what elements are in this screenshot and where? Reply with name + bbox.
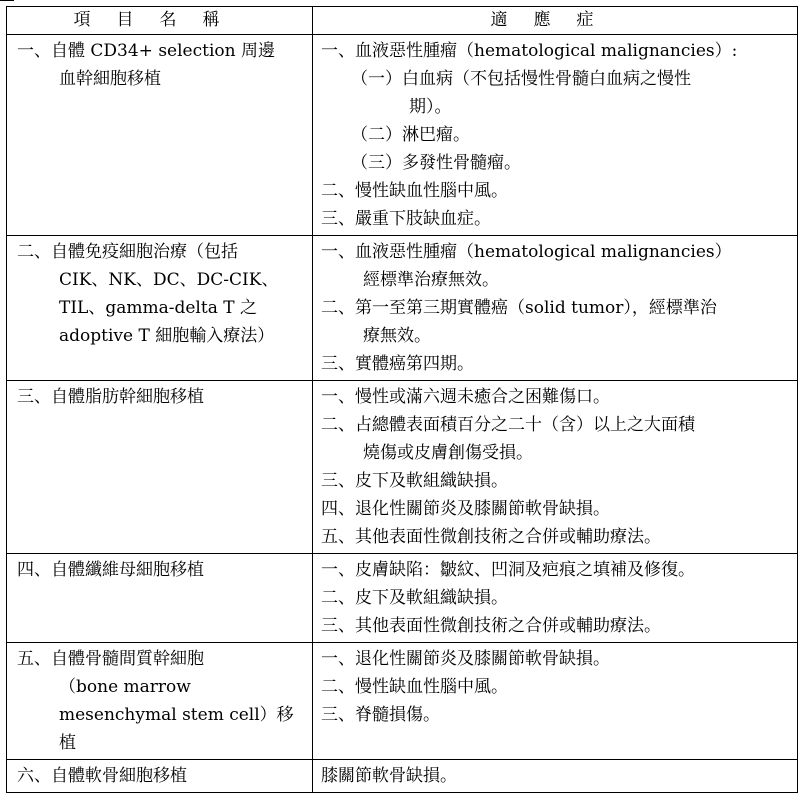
indication-line: 三、其他表面性微創技術之合併或輔助療法。 (321, 616, 661, 636)
item-name-line: TIL、gamma-delta T 之 (59, 298, 257, 318)
table-header-row (7, 7, 798, 35)
indication-line: （三）多發性骨髓瘤。 (351, 153, 521, 173)
indication-line: 三、皮下及軟組織缺損。 (321, 471, 508, 491)
indication-line: 二、慢性缺血性腦中風。 (321, 677, 508, 697)
indication-line: 期）。 (409, 97, 452, 117)
indications-cell (313, 643, 798, 760)
item-name-line: mesenchymal stem cell）移 (59, 705, 294, 725)
indication-line: 三、實體癌第四期。 (321, 354, 474, 374)
indication-line: 一、血液惡性腫瘤（hematological malignancies） (321, 242, 732, 262)
table-row (7, 381, 798, 554)
item-name-cell (7, 643, 313, 760)
item-name-cell (7, 35, 313, 236)
column-header-indications: 適應症 (313, 7, 798, 35)
indication-line: 膝關節軟骨缺損。 (321, 766, 457, 786)
indication-line: 二、皮下及軟組織缺損。 (321, 588, 508, 608)
item-name-line: CIK、NK、DC、DC-CIK、 (59, 270, 279, 290)
item-name-line: 一、自體 CD34+ selection 周邊 (17, 41, 275, 61)
indications-cell (313, 236, 798, 381)
indication-line: （一）白血病（不包括慢性骨髓白血病之慢性 (351, 69, 691, 89)
indications-cell (313, 554, 798, 643)
indication-line: 五、其他表面性微創技術之合併或輔助療法。 (321, 527, 661, 547)
item-name-line: （bone marrow (59, 677, 191, 697)
table-row (7, 236, 798, 381)
indications-cell (313, 381, 798, 554)
table-row (7, 643, 798, 760)
indication-line: 二、慢性缺血性腦中風。 (321, 181, 508, 201)
page-corner-mark (0, 0, 14, 5)
item-name-line: 五、自體骨髓間質幹細胞 (17, 649, 204, 669)
item-name-cell (7, 381, 313, 554)
indication-line: 經標準治療無效。 (363, 270, 499, 290)
item-name-cell (7, 760, 313, 793)
table-row (7, 760, 798, 793)
indication-line: 燒傷或皮膚創傷受損。 (363, 443, 533, 463)
treatment-indication-table (6, 6, 798, 793)
item-name-line: 植 (59, 733, 76, 753)
item-name-line: adoptive T 細胞輸入療法） (59, 326, 275, 346)
item-name-cell (7, 554, 313, 643)
indication-line: 一、皮膚缺陷：皺紋、凹洞及疤痕之填補及修復。 (321, 560, 695, 580)
indication-line: 二、第一至第三期實體癌（solid tumor），經標準治 (321, 298, 717, 318)
item-name-cell (7, 236, 313, 381)
item-name-line: 三、自體脂肪幹細胞移植 (17, 387, 204, 407)
indication-line: 療無效。 (363, 326, 431, 346)
column-header-item-name: 項目名稱 (7, 7, 313, 35)
indication-line: 一、退化性關節炎及膝關節軟骨缺損。 (321, 649, 610, 669)
indications-cell (313, 760, 798, 793)
indications-cell (313, 35, 798, 236)
item-name-line: 二、自體免疫細胞治療（包括 (17, 242, 238, 262)
item-name-line: 血幹細胞移植 (59, 69, 161, 89)
indication-line: 一、血液惡性腫瘤（hematological malignancies）: (321, 41, 738, 61)
indication-line: 三、脊髓損傷。 (321, 705, 440, 725)
indication-line: 三、嚴重下肢缺血症。 (321, 209, 491, 229)
item-name-line: 四、自體纖維母細胞移植 (17, 560, 204, 580)
indication-line: （二）淋巴瘤。 (351, 125, 470, 145)
table-row (7, 554, 798, 643)
indication-line: 二、占總體表面積百分之二十（含）以上之大面積 (321, 415, 695, 435)
indication-line: 一、慢性或滿六週未癒合之困難傷口。 (321, 387, 610, 407)
indication-line: 四、退化性關節炎及膝關節軟骨缺損。 (321, 499, 610, 519)
item-name-line: 六、自體軟骨細胞移植 (17, 766, 187, 786)
table-row (7, 35, 798, 236)
